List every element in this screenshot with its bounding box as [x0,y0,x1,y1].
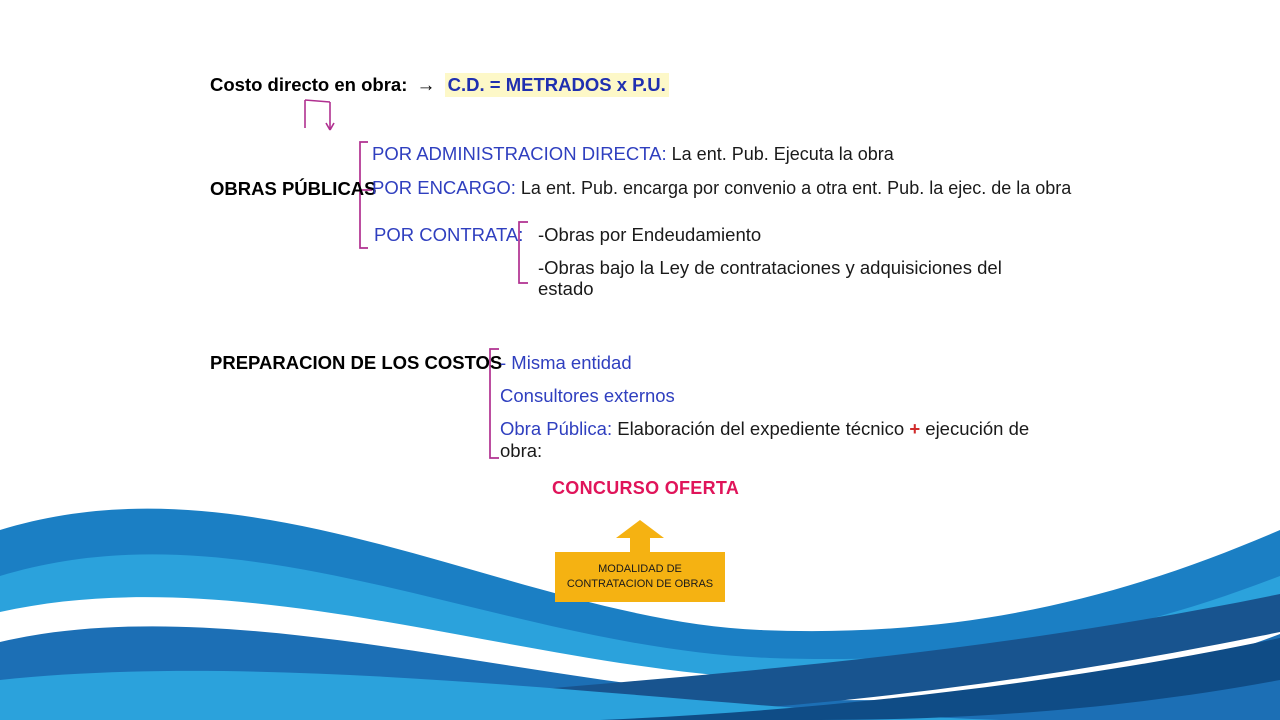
plus-sign: + [909,418,921,439]
branch-por-contrata [374,224,523,246]
obra-publica-mid: Elaboración del expediente técnico [612,418,910,439]
callout-box [555,552,725,602]
branch-head: POR ADMINISTRACION DIRECTA: [372,143,667,164]
concurso-oferta-label: CONCURSO OFERTA [552,478,740,498]
arrow-icon: → [416,75,436,96]
costo-directo-label: Costo directo en obra: [210,74,408,95]
obra-publica-head: Obra Pública: [500,418,613,439]
obras-publicas-label: OBRAS PÚBLICAS [210,178,377,199]
branch-administracion-directa [372,143,894,166]
costo-directo-line [210,74,669,98]
formula-highlight: C.D. = METRADOS x P.U. [445,73,669,97]
branch-por-encargo [372,177,1071,200]
branch-head: POR ENCARGO: [372,177,516,198]
preparacion-costos-label: PREPARACION DE LOS COSTOS [210,352,503,373]
branch-body: La ent. Pub. encarga por convenio a otra ent. Pub. la ejec. de la obra [515,178,1072,198]
callout-arrow-icon [616,520,664,554]
callout-line-2: CONTRATACION DE OBRAS [566,578,714,590]
preparacion-item-consultores: Consultores externos [500,385,675,406]
callout-line-1: MODALIDAD DE [598,563,682,576]
obra-publica-tail: ejecución de obra: [500,418,1030,461]
contrata-subitem-endeudamiento: -Obras por Endeudamiento [538,224,762,245]
branch-body: La ent. Pub. Ejecuta la obra [666,144,894,164]
contrata-subitem-ley: -Obras bajo la Ley de contrataciones y adquisiciones del estado [538,257,1002,300]
preparacion-item-misma-entidad: - Misma entidad [500,352,632,373]
branch-head: POR CONTRATA: [374,224,524,245]
preparacion-item-obra-publica [500,418,1070,462]
